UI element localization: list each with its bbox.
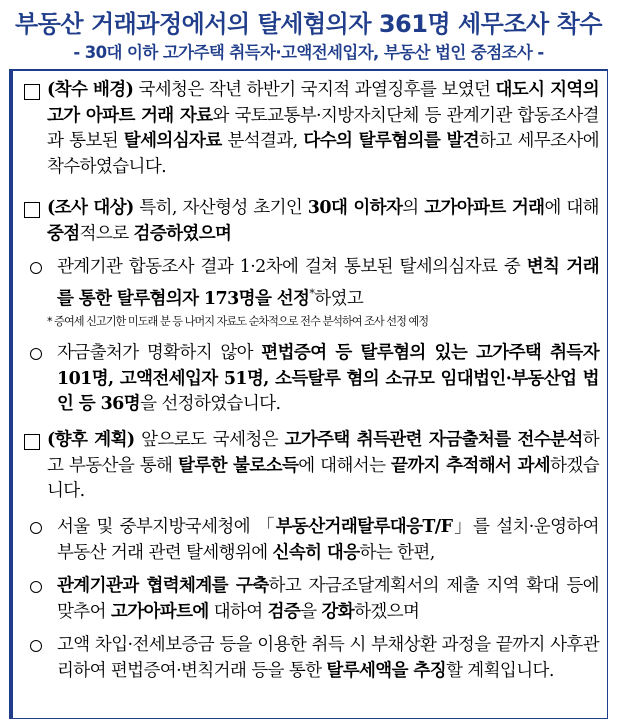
text: 하고 부동산을 통해 (47, 430, 599, 476)
text-bold: 강화 (321, 601, 355, 622)
target-bullet-1 (57, 255, 599, 312)
text-bold: 편법증여 등 탈루혐의 있는 고가주택 취득자 101명, 고액전세입자 51명, 소득탈루 혐의 소규모 임대법인·부동산업 법인 등 36명 (57, 343, 599, 414)
future-bullet-2 (57, 574, 599, 625)
text-bold: 검증 (267, 601, 301, 622)
text: 에 대해서는 (298, 455, 392, 476)
text-bold: 중점 (47, 223, 80, 244)
text: 앞으로도 국세청은 (134, 430, 285, 450)
bullet-circle-icon (30, 522, 42, 534)
text: 특히, 자산형성 초기인 (133, 198, 308, 218)
text-bold: 부동산거래탈루대응T/F (275, 517, 453, 537)
bullet-circle-icon (30, 581, 42, 593)
section-background (47, 78, 599, 180)
bullet-circle-icon (30, 640, 42, 652)
text: 하겠습니다. (47, 455, 599, 501)
text: 을 (300, 601, 322, 622)
section-future (47, 428, 599, 505)
text: 하겠으며 (354, 601, 420, 622)
text-bold: 탈루한 불로소득 (177, 455, 299, 476)
text: 고액 차입·전세보증금 등을 이용한 취득 시 부채상환 과정을 끝까지 사후관리하여 편법증여·변칙거래 등을 통한 (57, 635, 599, 681)
text-bold: 변칙 거래를 통한 탈루혐의자 173명을 선정 (57, 257, 599, 309)
future-bullet-3 (57, 633, 599, 684)
text: 자금출처가 명확하지 않아 (57, 343, 262, 363)
section-target (47, 196, 599, 247)
bullet-circle-icon (30, 262, 42, 274)
page-subtitle: - 30대 이하 고가주택 취득자·고액전세입자, 부동산 법인 중점조사 - (73, 43, 544, 62)
text: 에 대해 (544, 198, 599, 218)
text-bold: 탈세의심자료 (123, 131, 222, 151)
text-bold: 대도시 지역의 고가 아파트 거래 자료 (47, 80, 600, 126)
text: 할 계획입니다. (446, 660, 554, 681)
text: 와 국토교통부·지방자치단체 등 관계기관 합동조사결과 통보된 (47, 105, 599, 151)
bullet-circle-icon (30, 348, 42, 360)
text-bold: 고가아파트에 (110, 601, 209, 622)
text: 」를 설치·운영하여 부동산 거래 관련 탈세행위에 (57, 517, 599, 563)
checkbox-square-icon (24, 434, 40, 450)
text: 서울 및 중부지방국세청에 「 (57, 517, 276, 537)
text-bold: 고가아파트 거래 (424, 198, 545, 218)
text-bold: 다수의 탈루혐의를 발견 (303, 131, 480, 151)
text: 하고 자금조달계획서의 제출 지역 확대 등에 맞추어 (57, 576, 599, 622)
target-bullet-2 (57, 341, 599, 418)
footnote-mark: * (309, 286, 315, 300)
text: 을 선정하였습니다. (140, 394, 281, 414)
text-bold: 고가주택 취득관련 자금출처를 전수분석 (284, 430, 583, 450)
future-label: (향후 계획) (47, 430, 135, 450)
text-bold: 끝까지 추적해서 과세 (391, 455, 551, 476)
text: 의 (402, 198, 425, 218)
background-label: (착수 배경) (47, 80, 134, 100)
checkbox-square-icon (24, 202, 40, 218)
text-bold: 신속히 대응 (272, 542, 360, 563)
footnote: * 증여세 신고기한 미도래 분 등 나머지 자료도 순차적으로 전수 분석하여 조사 선정 예정 (47, 315, 429, 328)
text: 대하여 (208, 601, 268, 622)
text-bold: 탈루세액을 추징 (326, 660, 447, 681)
text: 관계기관 합동조사 결과 1·2차에 걸쳐 통보된 탈세의심자료 중 (57, 257, 527, 277)
text-bold: 30대 이하자 (307, 198, 403, 218)
checkbox-square-icon (24, 84, 40, 100)
text: 하고 세무조사에 착수하였습니다. (47, 131, 599, 177)
text: 적으로 (79, 223, 134, 244)
future-bullet-1 (57, 515, 599, 566)
text: 국세청은 작년 하반기 국지적 과열징후를 보였던 (133, 80, 496, 100)
text: 하는 한편, (359, 542, 435, 563)
text-bold: 검증하였으며 (133, 223, 232, 244)
page-title: 부동산 거래과정에서의 탈세혐의자 361명 세무조사 착수 (15, 10, 602, 38)
text-bold: 관계기관과 협력체계를 구축 (57, 576, 269, 596)
target-label: (조사 대상) (47, 198, 134, 218)
text: 분석결과, (221, 131, 304, 151)
text: 하였고 (314, 288, 364, 309)
